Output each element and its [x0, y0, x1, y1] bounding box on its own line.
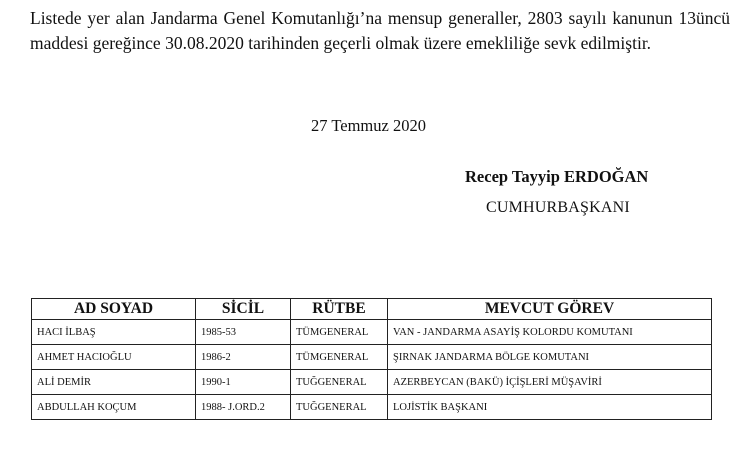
- generals-table: [31, 298, 712, 420]
- cell-name: HACI İLBAŞ: [32, 320, 196, 345]
- cell-rank: TÜMGENERAL: [291, 345, 388, 370]
- signer-title: CUMHURBAŞKANI: [486, 199, 630, 216]
- cell-name: ALİ DEMİR: [32, 370, 196, 395]
- cell-duty: ŞIRNAK JANDARMA BÖLGE KOMUTANI: [388, 345, 712, 370]
- cell-duty: VAN - JANDARMA ASAYİŞ KOLORDU KOMUTANI: [388, 320, 712, 345]
- signer-name: Recep Tayyip ERDOĞAN: [465, 167, 649, 186]
- cell-sicil: 1988- J.ORD.2: [196, 395, 291, 420]
- cell-duty: AZERBEYCAN (BAKÜ) İÇİŞLERİ MÜŞAVİRİ: [388, 370, 712, 395]
- cell-sicil: 1986-2: [196, 345, 291, 370]
- cell-rank: TUĞGENERAL: [291, 395, 388, 420]
- cell-rank: TÜMGENERAL: [291, 320, 388, 345]
- table-row: [32, 370, 712, 395]
- cell-name: AHMET HACIOĞLU: [32, 345, 196, 370]
- table-row: [32, 395, 712, 420]
- decree-paragraph: Listede yer alan Jandarma Genel Komutanlığı’na mensup generaller, 2803 sayılı kanunun 13üncü maddesi gereğince 30.08.2020 tarihinden geçerli olmak üzere emekliliğe sevk edilmiştir.: [30, 8, 730, 53]
- cell-name: ABDULLAH KOÇUM: [32, 395, 196, 420]
- table-row: [32, 345, 712, 370]
- cell-rank: TUĞGENERAL: [291, 370, 388, 395]
- header-ad-soyad: AD SOYAD: [32, 299, 196, 320]
- header-mevcut-gorev: MEVCUT GÖREV: [388, 299, 712, 320]
- cell-sicil: 1990-1: [196, 370, 291, 395]
- header-rutbe: RÜTBE: [291, 299, 388, 320]
- table-header-row: [32, 299, 712, 320]
- cell-duty: LOJİSTİK BAŞKANI: [388, 395, 712, 420]
- table-row: [32, 320, 712, 345]
- cell-sicil: 1985-53: [196, 320, 291, 345]
- header-sicil: SİCİL: [196, 299, 291, 320]
- decree-date: 27 Temmuz 2020: [311, 116, 426, 135]
